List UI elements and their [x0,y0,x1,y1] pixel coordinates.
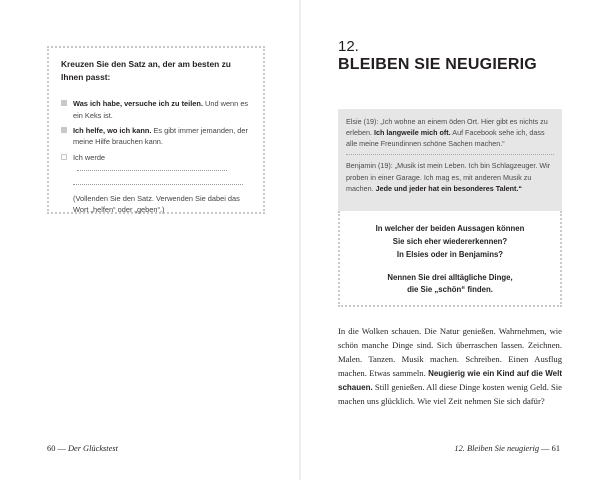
question-panel [338,211,562,307]
chapter-title: BLEIBEN SIE NEUGIERIG [338,56,537,73]
left-page-number: 60 [47,444,56,453]
option-custom-text: Ich werde [73,152,106,162]
checklist-panel [47,46,265,214]
quote-elsie-a: Elsie (19): „Ich wohne an einem öden Ort. Hier gibt es nichts zu erleben. [346,117,548,138]
body-paragraph [338,325,562,409]
question-1-line-1: In welcher der beiden Aussagen können [375,224,525,233]
question-2-line-2: die Sie „schön“ finden. [407,285,493,295]
quote-elsie-bold: Ich langweile mich oft. [373,128,451,138]
quote-divider [346,154,554,155]
write-in-line-2[interactable] [73,184,243,185]
quote-benjamin-a: Benjamin (19): „Musik ist mein Leben. Ich bin Schlagzeuger. Wir proben in einer Garage. Ich mag es, mit anderen Musik zu machen. [346,161,551,193]
panel-question: Kreuzen Sie den Satz an, der am besten zu Ihnen passt: [61,59,231,83]
option-share-bold: Was ich habe, versuche ich zu teilen. [73,99,203,109]
left-running-title: Der Glückstest [67,444,118,453]
right-page-number: 61 [551,444,560,453]
question-1-line-3: In Elsies oder in Benjamins? [396,249,504,259]
option-help-bold: Ich helfe, wo ich kann. [73,125,152,135]
option-help-rest: Es gibt immer jemanden, der meine Hilfe brauchen kann. [73,125,248,147]
write-in-line[interactable] [77,165,227,171]
option-share[interactable] [61,98,251,121]
checkbox-custom[interactable] [61,154,67,160]
body-part-2: Still genießen. All diese Dinge kosten wenig Geld. Sie machen uns glücklich. Wie viel Zeit nehmen Sie sich dafür? [338,381,562,406]
checkbox-share[interactable] [61,100,67,106]
quote-elsie [346,116,554,149]
question-1-line-2: Sie sich eher wiedererkennen? [392,236,508,246]
quote-box [338,109,562,211]
right-page [300,0,600,480]
body-bold: Neugierig wie ein Kind auf die Welt schauen. [338,368,562,392]
body-part-1: In die Wolken schauen. Die Natur genießen. Wahrnehmen, wie schön manche Dinge sind. Sich überraschen lassen. Zeichnen. Malen. Tanzen. Musik machen. Schreiben. Einen Ausflug machen. Etwas sammeln. [338,326,562,378]
right-running-title: 12. Bleiben Sie neugierig [454,444,540,453]
checkbox-help[interactable] [61,127,67,133]
quote-benjamin [346,160,554,193]
right-footer-dash: — [541,444,550,453]
left-footer [47,444,118,453]
quote-elsie-b: Auf Facebook sehe ich, dass alle meine Freundinnen schöne Sachen machen.“ [346,128,545,149]
left-footer-dash: — [57,444,66,453]
chapter-number: 12. [338,38,359,55]
right-footer [454,444,560,453]
option-help[interactable] [61,125,251,148]
option-custom[interactable] [61,152,251,175]
panel-hint: (Vollenden Sie den Satz. Verwenden Sie dabei das Wort „helfen“ oder „geben“.) [73,193,240,215]
quote-benjamin-bold: Jede und jeder hat ein besonderes Talent.“ [375,183,523,193]
option-share-rest: Und wenn es ein Keks ist. [73,99,249,120]
question-2-line-1: Nennen Sie drei alltägliche Dinge, [387,272,513,282]
